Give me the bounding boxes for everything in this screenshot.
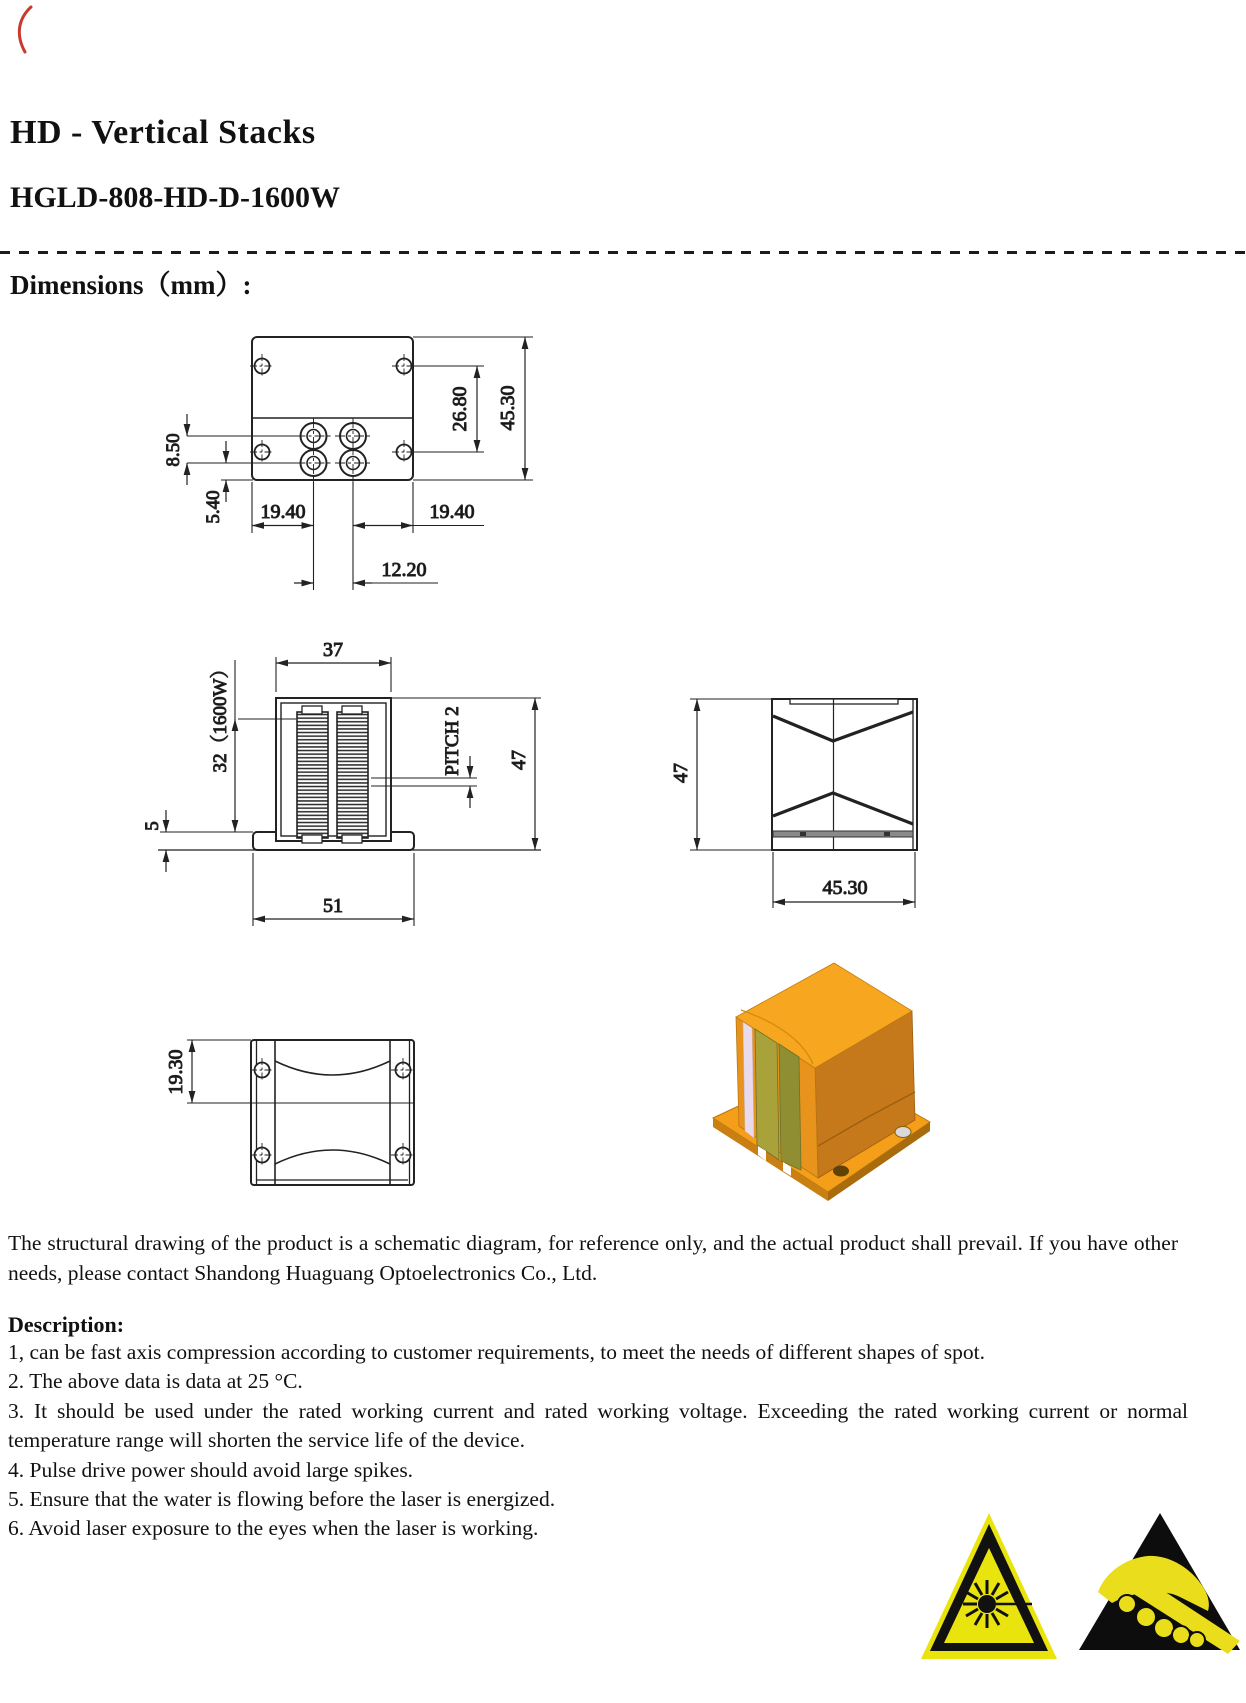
description-item: 1, can be fast axis compression according to customer requirements, to meet the needs of different shapes of spot. — [8, 1340, 985, 1364]
dim-51: 51 — [323, 895, 343, 917]
drawing-front-view — [142, 639, 541, 926]
description-list — [8, 1338, 1188, 1544]
dim-32-1600w: 32（1600W） — [210, 659, 231, 773]
red-pen-mark — [19, 7, 31, 52]
dim-37: 37 — [323, 639, 343, 661]
drawing-bottom-view — [165, 1040, 415, 1185]
stack-facet-strip — [743, 1022, 754, 1138]
dim-pitch-2: PITCH 2 — [442, 706, 463, 776]
laser-stack-column — [755, 1029, 779, 1160]
drawing-side-view — [670, 699, 917, 908]
description-item: 2. The above data is data at 25 °C. — [8, 1369, 303, 1394]
dim-47-side: 47 — [670, 763, 692, 783]
dim-26-80: 26.80 — [449, 386, 471, 432]
product-3d-render — [713, 963, 930, 1201]
dim-8-50: 8.50 — [163, 433, 184, 467]
description-item: 5. Ensure that the water is flowing before the laser is energized. — [8, 1487, 556, 1512]
drawing-top-view — [163, 337, 533, 590]
dim-5-40: 5.40 — [203, 490, 224, 524]
dim-5: 5 — [142, 821, 163, 831]
description-item: 3. It should be used under the rated working current and rated working voltage. Exceeding the rated working current or normal temperature range will shorten the service life of the device. — [8, 1398, 1188, 1453]
dim-45-30-top: 45.30 — [497, 385, 519, 431]
description-item: 6. Avoid laser exposure to the eyes when the laser is working. — [8, 1516, 539, 1541]
description-item: 4. Pulse drive power should avoid large spikes. — [8, 1457, 414, 1482]
dimensions-heading: Dimensions（mm）: — [10, 270, 252, 300]
laser-stack-column — [779, 1044, 801, 1170]
dashed-divider — [0, 251, 1246, 254]
dim-12-20: 12.20 — [381, 559, 427, 581]
dim-19-40-right: 19.40 — [429, 501, 475, 523]
mounting-hole — [833, 1166, 849, 1177]
dim-47-front: 47 — [508, 750, 530, 770]
description-heading: Description: — [8, 1312, 125, 1337]
product-model: HGLD-808-HD-D-1600W — [10, 181, 340, 214]
mounting-hole — [895, 1127, 911, 1138]
reference-note: The structural drawing of the product is a schematic diagram, for reference only, and the actual product shall prevail. If you have other needs, please contact Shandong Huaguang Optoelectronics Co., Ltd. — [8, 1231, 1178, 1285]
dim-45-30-side: 45.30 — [822, 877, 868, 899]
page-title: HD - Vertical Stacks — [10, 114, 316, 151]
dim-19-30: 19.30 — [165, 1049, 187, 1095]
dim-19-40-left: 19.40 — [260, 501, 306, 523]
